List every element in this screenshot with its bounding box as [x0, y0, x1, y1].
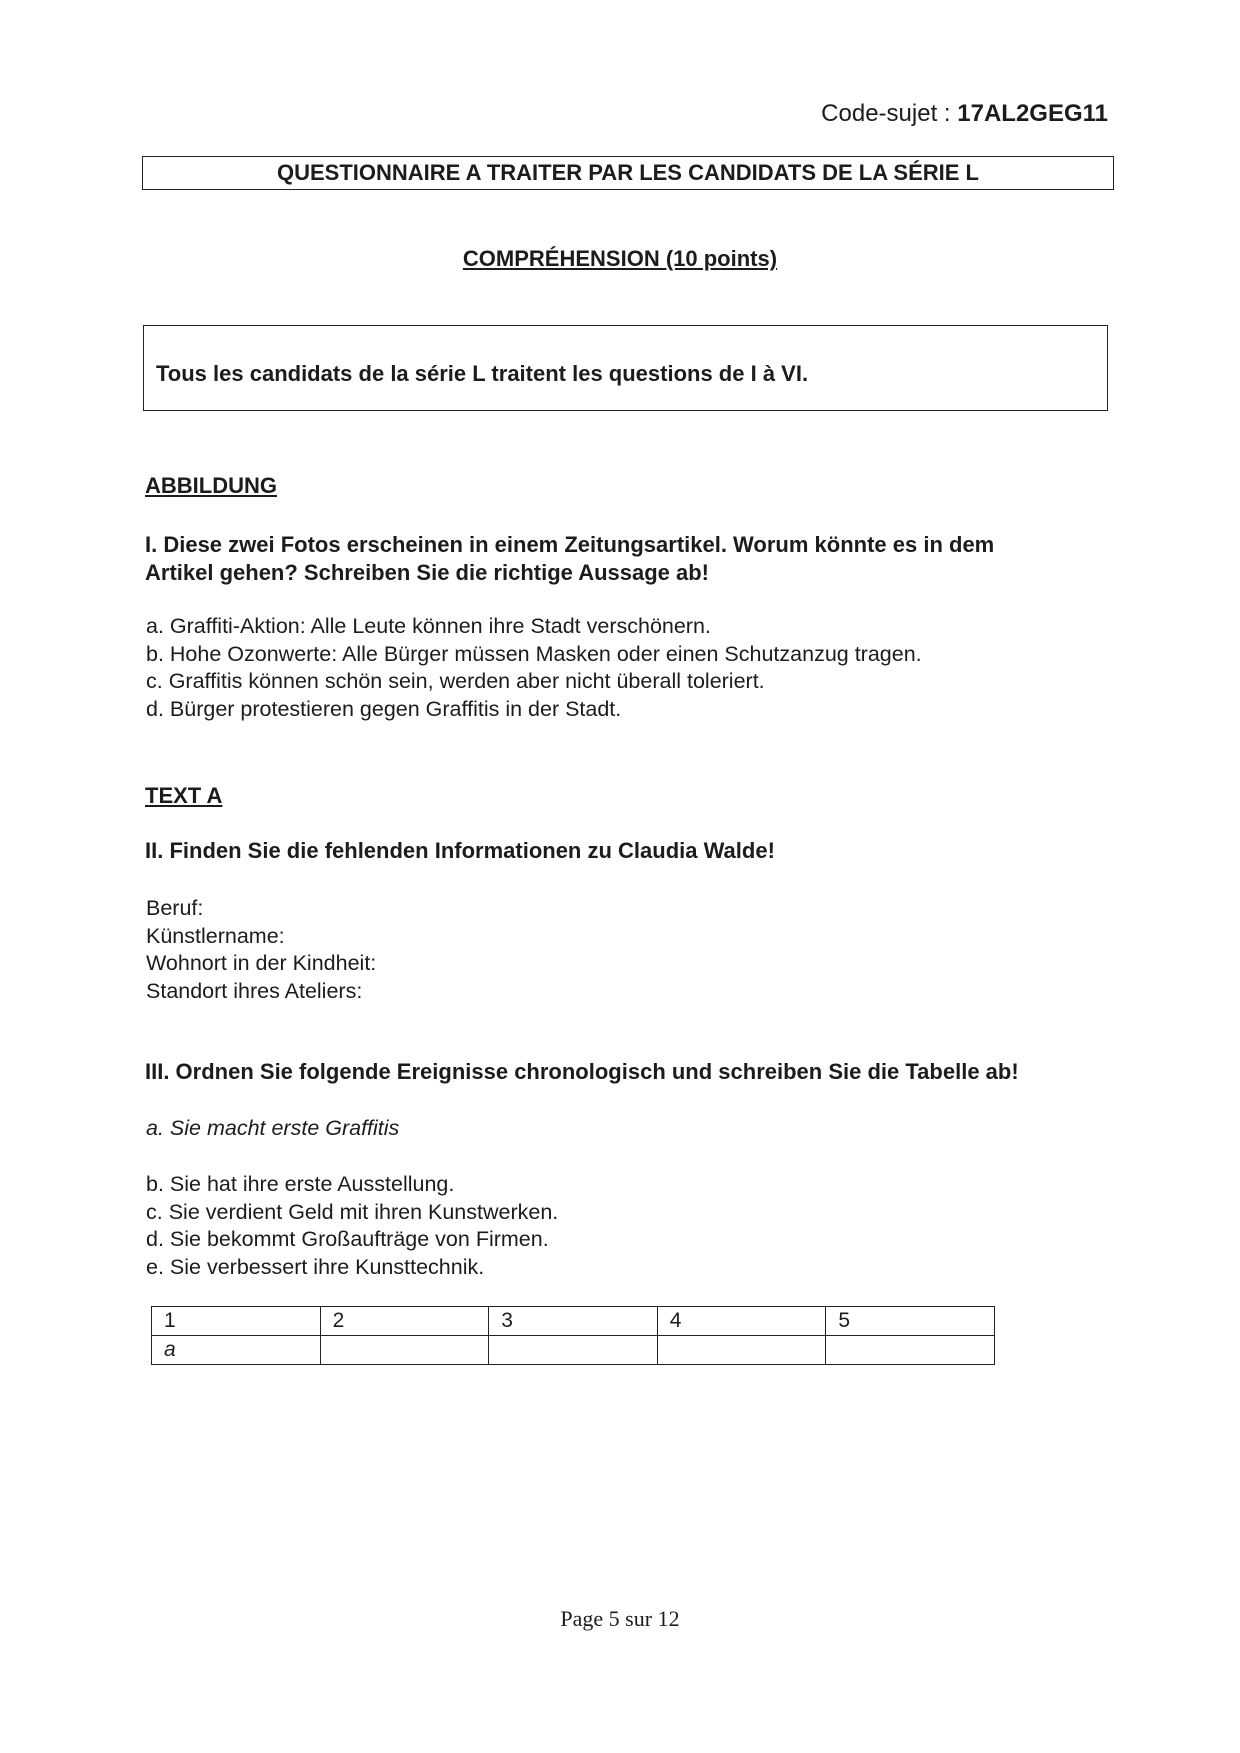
table-header-cell: 4	[657, 1307, 826, 1336]
text-a-heading: TEXT A	[145, 783, 223, 808]
table-header-cell: 1	[152, 1307, 321, 1336]
code-sujet-label: Code-sujet :	[821, 100, 951, 127]
table-answer-cell	[320, 1336, 489, 1365]
example-event: a. Sie macht erste Graffitis	[146, 1116, 400, 1140]
page-number: Page 5 sur 12	[560, 1606, 680, 1631]
table-answer-cell	[826, 1336, 995, 1365]
event-b: b. Sie hat ihre erste Ausstellung.	[146, 1172, 455, 1196]
abbildung-heading: ABBILDUNG	[145, 473, 277, 498]
instruction-box: Tous les candidats de la série L traitent les questions de I à VI.	[143, 325, 1108, 411]
table-header-cell: 2	[320, 1307, 489, 1336]
field-wohnort: Wohnort in der Kindheit:	[146, 951, 377, 975]
field-beruf: Beruf:	[146, 896, 204, 920]
table-answer-row	[152, 1336, 995, 1365]
event-d: d. Sie bekommt Großaufträge von Firmen.	[146, 1227, 549, 1251]
table-header-row	[152, 1307, 995, 1336]
table-header-cell: 3	[489, 1307, 658, 1336]
table-answer-cell	[657, 1336, 826, 1365]
chronology-table	[151, 1306, 995, 1365]
question-2: II. Finden Sie die fehlenden Informationen zu Claudia Walde!	[145, 838, 775, 863]
code-sujet-value: 17AL2GEG11	[957, 100, 1108, 127]
option-c: c. Graffitis können schön sein, werden aber nicht überall toleriert.	[146, 669, 765, 693]
question-1-line-1: I. Diese zwei Fotos erscheinen in einem Zeitungsartikel. Worum könnte es in dem	[145, 532, 995, 557]
option-b: b. Hohe Ozonwerte: Alle Bürger müssen Masken oder einen Schutzanzug tragen.	[146, 642, 922, 666]
question-3: III. Ordnen Sie folgende Ereignisse chronologisch und schreiben Sie die Tabelle ab!	[145, 1059, 1019, 1084]
option-a: a. Graffiti-Aktion: Alle Leute können ihre Stadt verschönern.	[146, 614, 711, 638]
event-c: c. Sie verdient Geld mit ihren Kunstwerken.	[146, 1200, 559, 1224]
section-title: COMPRÉHENSION (10 points)	[462, 246, 778, 271]
question-1-line-2: Artikel gehen? Schreiben Sie die richtige Aussage ab!	[145, 560, 710, 585]
table-answer-cell: a	[152, 1336, 321, 1365]
field-standort: Standort ihres Ateliers:	[146, 979, 363, 1003]
code-sujet	[0, 100, 1108, 128]
field-kuenstlername: Künstlername:	[146, 924, 285, 948]
event-e: e. Sie verbessert ihre Kunsttechnik.	[146, 1255, 485, 1279]
table-answer-cell	[489, 1336, 658, 1365]
series-banner: QUESTIONNAIRE A TRAITER PAR LES CANDIDATS DE LA SÉRIE L	[142, 156, 1114, 190]
option-d: d. Bürger protestieren gegen Graffitis in der Stadt.	[146, 697, 622, 721]
table-header-cell: 5	[826, 1307, 995, 1336]
